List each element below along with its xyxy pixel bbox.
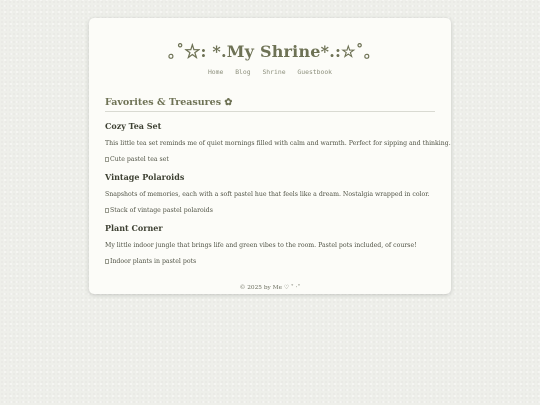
nav-link-blog[interactable]: Blog: [235, 68, 251, 76]
main-content: [105, 97, 451, 265]
nav-link-guestbook[interactable]: Guestbook: [297, 68, 333, 76]
item-title: Plant Corner: [105, 223, 163, 233]
nav-link-home[interactable]: Home: [207, 68, 224, 76]
item-description: This little tea set reminds me of quiet mornings filled with calm and warmth. Perfect for sipping and thinking.: [105, 140, 451, 147]
item-description: My little indoor jungle that brings life and green vibes to the room. Pastel pots included, of course!: [105, 242, 417, 249]
section-heading: Favorites & Treasures ✿: [105, 97, 435, 112]
main-nav: [89, 68, 451, 76]
item-title: Vintage Polaroids: [105, 172, 185, 182]
item-title: Cozy Tea Set: [105, 121, 162, 131]
footer: © 2025 by Me ♡ ˚ ·˚: [239, 285, 301, 291]
image-alt-text: Cute pastel tea set: [110, 155, 169, 163]
item-description: Snapshots of memories, each with a soft pastel hue that feels like a dream. Nostalgia wrapped in color.: [105, 191, 430, 198]
image-alt-text: Stack of vintage pastel polaroids: [110, 206, 213, 214]
favorite-item-tea-set: [105, 121, 451, 163]
shrine-card: [89, 18, 451, 294]
broken-image-icon: [105, 208, 109, 213]
site-title: ｡˚☆: *.My Shrine*.:☆˚｡: [167, 42, 373, 61]
broken-image: [105, 155, 435, 163]
broken-image-icon: [105, 259, 109, 264]
image-alt-text: Indoor plants in pastel pots: [110, 257, 197, 265]
broken-image: [105, 206, 435, 214]
broken-image: [105, 257, 435, 265]
nav-link-shrine[interactable]: Shrine: [262, 68, 286, 76]
favorite-item-polaroids: [105, 172, 435, 214]
broken-image-icon: [105, 157, 109, 162]
favorite-item-plants: [105, 223, 435, 265]
